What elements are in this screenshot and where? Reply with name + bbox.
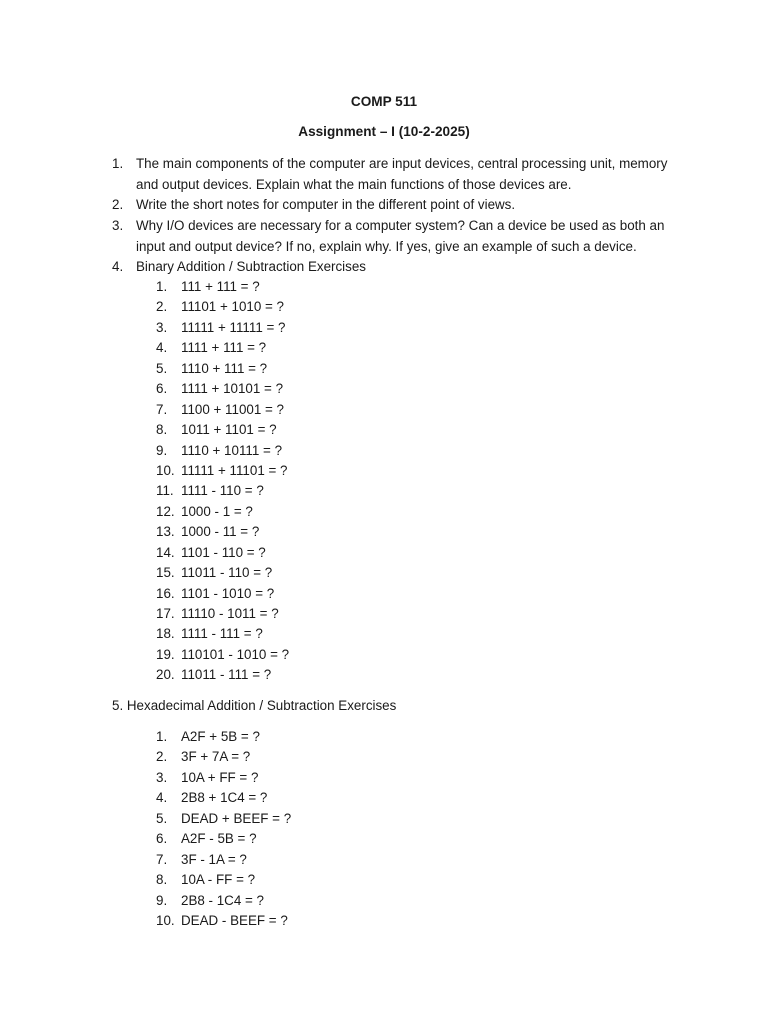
list-item-number: 8. [156, 422, 168, 438]
binary-exercise-list [156, 277, 456, 686]
list-item [156, 400, 456, 420]
list-item-number: 16. [156, 585, 175, 601]
question-4 [112, 257, 692, 278]
list-item [156, 850, 456, 870]
list-item [156, 870, 456, 890]
list-item [156, 727, 456, 747]
list-item-text: 11011 - 110 = ? [181, 565, 273, 581]
list-item [156, 604, 456, 624]
list-item [156, 543, 456, 563]
list-item [156, 891, 456, 911]
list-item [156, 584, 456, 604]
question-text: Write the short notes for computer in the different point of views. [136, 197, 516, 212]
list-item-number: 15. [156, 565, 175, 581]
list-item [156, 338, 456, 358]
list-item [156, 788, 456, 808]
list-item-number: 11. [156, 483, 174, 499]
list-item [156, 665, 456, 685]
list-item-number: 20. [156, 667, 175, 683]
question-text: Binary Addition / Subtraction Exercises [136, 259, 366, 274]
list-item-number: 5. [156, 810, 168, 826]
list-item-text: DEAD - BEEF = ? [181, 912, 288, 928]
list-item-text: 10A + FF = ? [181, 769, 259, 785]
list-item-text: 11111 + 11111 = ? [181, 319, 286, 335]
list-item-text: 11111 + 11101 = ? [181, 462, 288, 478]
list-item-number: 2. [156, 749, 168, 765]
list-item-text: 11101 + 1010 = ? [181, 299, 285, 315]
list-item-number: 4. [156, 790, 168, 806]
list-item [156, 768, 456, 788]
list-item [156, 502, 456, 522]
list-item-text: 2B8 + 1C4 = ? [181, 790, 268, 806]
list-item [156, 563, 456, 583]
list-item-number: 17. [156, 606, 175, 621]
list-item [156, 318, 456, 338]
list-item [156, 420, 456, 440]
list-item-number: 3. [156, 769, 168, 785]
list-item [156, 297, 456, 317]
list-item-number: 13. [156, 524, 175, 540]
list-item-text: 10A - FF = ? [181, 872, 256, 888]
list-item-number: 19. [156, 646, 175, 662]
list-item-number: 1. [156, 279, 168, 294]
list-item [156, 522, 456, 542]
list-item-number: 18. [156, 626, 175, 642]
list-item [156, 441, 456, 461]
list-item-text: 1100 + 11001 = ? [181, 401, 285, 417]
list-item-text: 1110 + 10111 = ? [181, 442, 283, 458]
hex-exercise-list [156, 727, 456, 931]
list-item-text: 11110 - 1011 = ? [181, 606, 279, 621]
list-item-text: 1101 - 1010 = ? [181, 585, 275, 601]
list-item-text: 3F + 7A = ? [181, 749, 251, 765]
question-number: 4. [112, 259, 124, 274]
list-item-number: 9. [156, 442, 168, 458]
question-2 [112, 195, 692, 216]
list-item [156, 829, 456, 849]
list-item-text: 11011 - 111 = ? [181, 667, 272, 683]
list-item [156, 277, 456, 297]
list-item-text: 111 + 111 = ? [181, 279, 260, 294]
list-item-text: 2B8 - 1C4 = ? [181, 892, 264, 908]
list-item-text: 1000 - 11 = ? [181, 524, 260, 540]
list-item-number: 7. [156, 851, 168, 867]
list-item-text: 1000 - 1 = ? [181, 503, 253, 519]
list-item-text: 1110 + 111 = ? [181, 360, 268, 376]
list-item-text: A2F + 5B = ? [181, 729, 260, 744]
list-item-number: 1. [156, 729, 168, 744]
list-item-text: DEAD + BEEF = ? [181, 810, 292, 826]
hex-heading: 5. Hexadecimal Addition / Subtraction Exercises [112, 698, 397, 713]
list-item [156, 624, 456, 644]
list-item [156, 809, 456, 829]
question-number: 1. [112, 156, 124, 171]
list-item-text: 110101 - 1010 = ? [181, 646, 290, 662]
list-item-text: A2F - 5B = ? [181, 831, 257, 847]
list-item-number: 3. [156, 319, 168, 335]
list-item-number: 6. [156, 831, 168, 847]
list-item-number: 9. [156, 892, 168, 908]
list-item-text: 3F - 1A = ? [181, 851, 247, 867]
list-item-number: 10. [156, 912, 175, 928]
question-number: 2. [112, 197, 124, 212]
list-item-text: 1101 - 110 = ? [181, 544, 266, 560]
list-item-number: 7. [156, 401, 168, 417]
list-item-text: 1111 + 111 = ? [181, 340, 267, 356]
list-item-text: 1011 + 1101 = ? [181, 422, 277, 438]
question-text: The main components of the computer are input devices, central processing unit, memory and output devices. Explain what the main functions of those devices are. [136, 156, 668, 192]
list-item [156, 359, 456, 379]
list-item-text: 1111 - 111 = ? [181, 626, 263, 642]
list-item-number: 2. [156, 299, 168, 315]
list-item-number: 6. [156, 381, 168, 397]
list-item-number: 5. [156, 360, 168, 376]
list-item-number: 10. [156, 462, 175, 478]
question-text: Why I/O devices are necessary for a computer system? Can a device be used as both an input and output device? If no, explain why. If yes, give an example of such a device. [136, 218, 665, 254]
list-item [156, 645, 456, 665]
list-item-text: 1111 - 110 = ? [181, 483, 264, 499]
list-item [156, 379, 456, 399]
list-item [156, 911, 456, 931]
list-item-text: 1111 + 10101 = ? [181, 381, 284, 397]
question-number: 3. [112, 218, 124, 233]
list-item-number: 14. [156, 544, 175, 560]
list-item [156, 481, 456, 501]
question-1 [112, 154, 692, 195]
question-3 [112, 216, 692, 257]
list-item [156, 747, 456, 767]
list-item-number: 12. [156, 503, 175, 519]
list-item-number: 8. [156, 872, 168, 888]
list-item [156, 461, 456, 481]
list-item-number: 4. [156, 340, 168, 356]
assignment-title: Assignment – I (10-2-2025) [298, 124, 470, 139]
course-title: COMP 511 [350, 94, 418, 109]
